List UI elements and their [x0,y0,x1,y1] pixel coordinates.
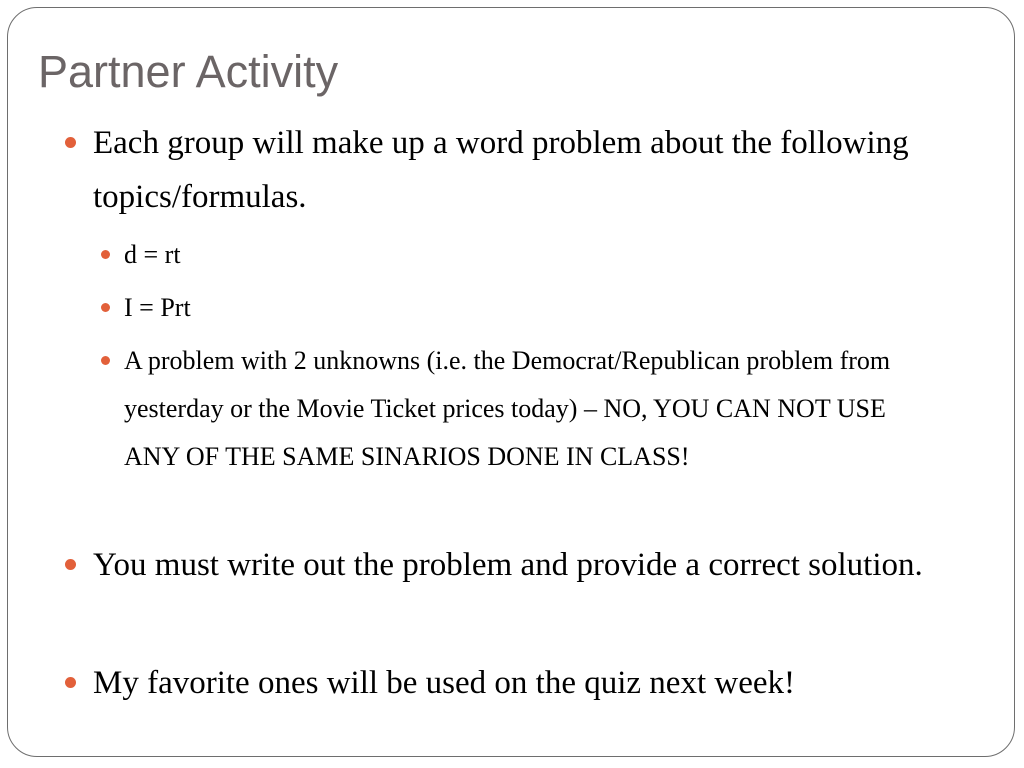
sub-bullet-text: d = rt [124,240,181,269]
bullet-dot-icon [101,250,110,259]
bullet-text: My favorite ones will be used on the quiz next week! [93,665,795,701]
bullet-dot-icon [65,559,76,570]
slide-title: Partner Activity [38,46,339,97]
sub-bullet-text: I = Prt [124,293,191,322]
sub-bullet-item-two-unknowns [124,337,944,481]
bullet-text: You must write out the problem and provide a correct solution. [93,547,923,583]
bullet-item-quiz-note [93,656,993,710]
sub-bullet-item-distance-formula [124,231,944,279]
bullet-item-group-task [93,116,973,224]
sub-bullet-text: A problem with 2 unknowns (i.e. the Democrat/Republican problem from yesterday or the Movie Ticket prices today) – NO, YOU CAN NOT USE ANY OF THE SAME SINARIOS DONE IN CLASS! [124,346,891,471]
bullet-dot-icon [101,356,110,365]
sub-bullet-item-interest-formula [124,284,944,332]
bullet-item-write-solution [93,538,973,592]
bullet-dot-icon [101,303,110,312]
bullet-dot-icon [65,677,76,688]
bullet-dot-icon [65,137,76,148]
bullet-text: Each group will make up a word problem about the following topics/formulas. [93,125,909,215]
